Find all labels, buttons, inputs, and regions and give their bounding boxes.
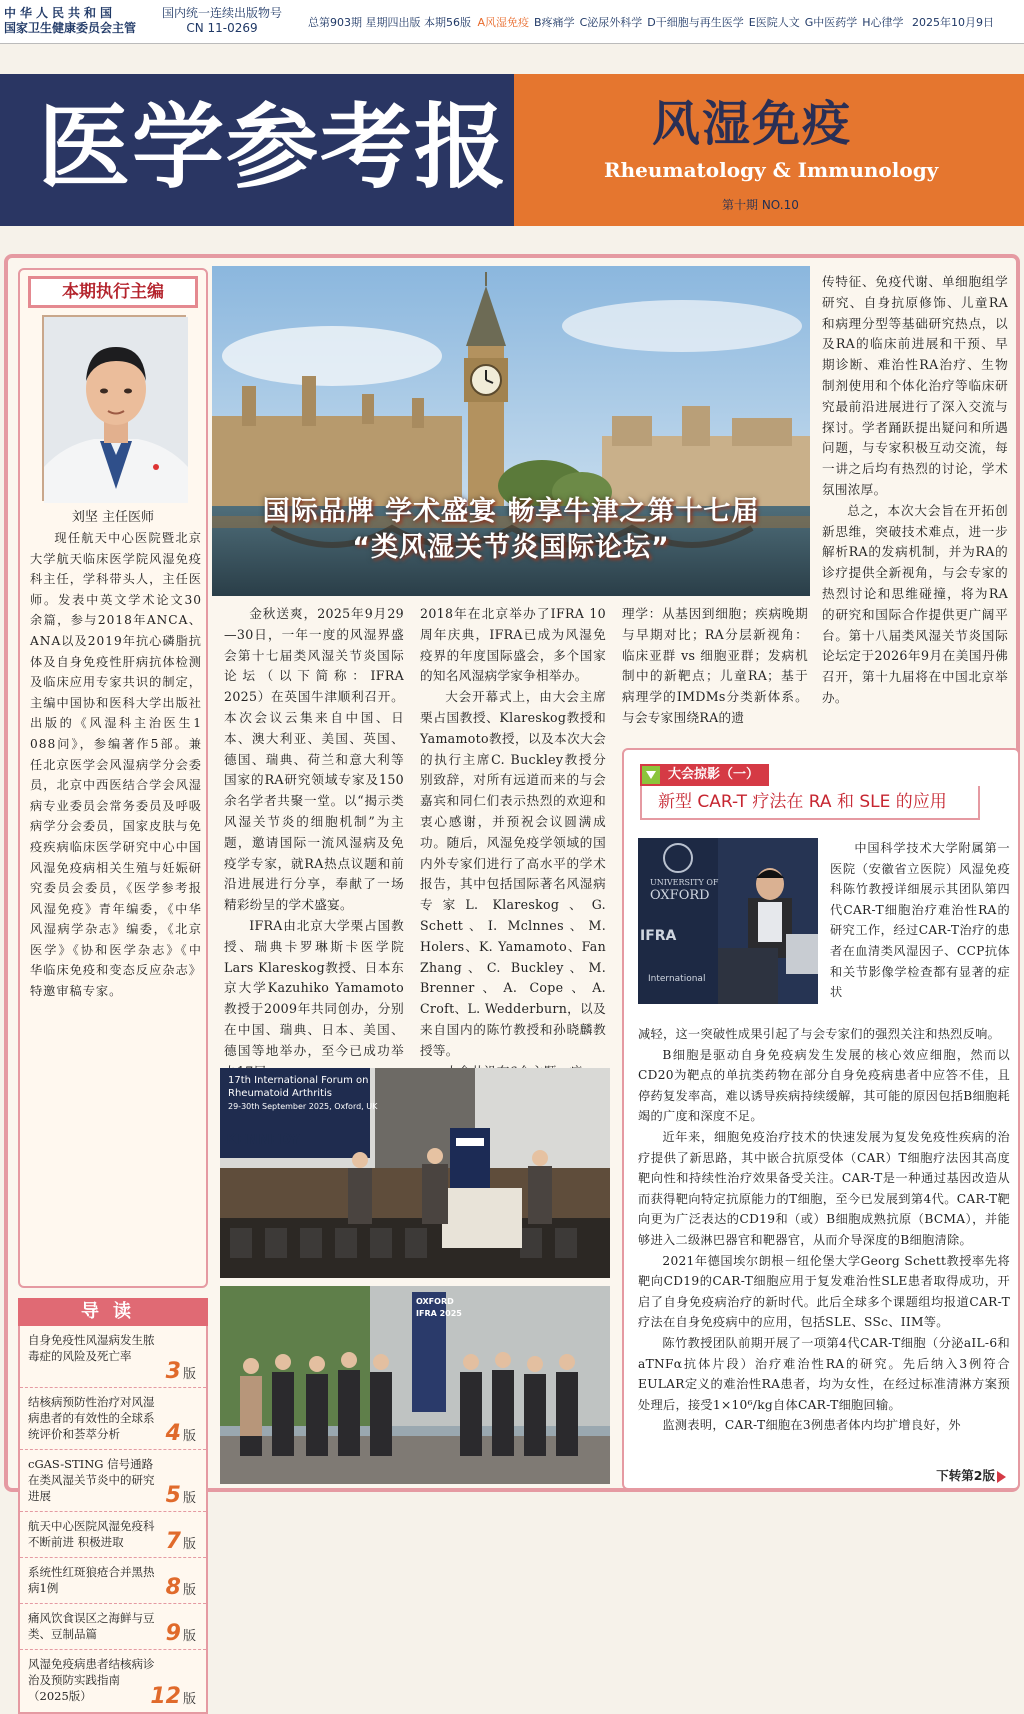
- article-paragraph: 陈竹教授团队前期开展了一项第4代CAR-T细胞（分泌aIL-6和aTNFα抗体片段）治疗难治性RA的研究。先后纳入3例符合EULAR定义的难治性RA患者，均为女性，在经过标准清淋方案预处理后，接受1×10⁶/kg自体CAR-T细胞回输。: [638, 1335, 1010, 1412]
- car-t-article-box: [622, 748, 1020, 1490]
- article-paragraph: 大会开幕式上，由大会主席栗占国教授、Klareskog教授和Yamamoto教授，以及本次大会的执行主席C. Buckley教授分别致辞，对所有远道而来的与会嘉宾和同仁们表示热烈的欢迎和衷心感谢，并预祝会议圆满成功。随后，风湿免疫学领域的国内外专家们进行了高水平的学术报告，其中包括国际著名风湿病专家L. Klareskog、G. Schett、I. Mclnnes、M. Holers、K. Yamamoto、Fan Zhang、C. Buckley、M. Brenner、A. Cope、A. Croft、L. Wedderburn，以及来自国内的陈竹教授和孙晓麟教授等。: [420, 689, 606, 1058]
- publisher-block: [4, 6, 136, 36]
- editor-bio: 现任航天中心医院暨北京大学航天临床医学院风湿免疫科主任，学科带头人，主任医师。发表中英文学术论文30余篇，参与2018年ANCA、ANA以及2019年抗心磷脂抗体及自身免疫性肝病抗体检测及临床应用专家共识的制定，主编中国协和医科大学出版社出版的《风湿科主治医生1 088问》，参编著作5部。兼任北京医学会风湿病学分会委员，北京中西医结合学会风湿病专业委员会常务委员及呼吸病学分会委员，国家皮肤与免疫疾病临床医学研究中心中国风湿免疫病相关生殖与妊娠研究委员会委员，《医学参考报风湿免疫》青年编委，《中华风湿病学杂志》编委，《北京医学》《协和医学杂志》《中华临床免疫和变态反应杂志》特邀审稿专家。: [30, 531, 202, 999]
- guide-item[interactable]: [20, 1450, 206, 1512]
- guide-item[interactable]: [20, 1558, 206, 1604]
- ifra-backdrop-text: IFRA: [640, 928, 677, 944]
- article-paragraph: 2018年在北京举办了IFRA 10周年庆典，IFRA已成为风湿免疫界的年度国际盛会，多个国家的知名风湿病学家争相举办。: [420, 606, 606, 684]
- masthead-right-panel: [514, 74, 1024, 226]
- article-paragraph: 减轻，这一突破性成果引起了与会专家们的强烈关注和热烈反响。: [638, 1027, 1001, 1041]
- serial-line1: 国内统一连续出版物号: [162, 6, 283, 20]
- issue-number: 第十期 NO.10: [722, 198, 799, 212]
- section-link-e[interactable]: E医院人文: [748, 16, 800, 29]
- article-paragraph: 传特征、免疫代谢、单细胞组学研究、自身抗原修饰、儿童RA和病理分型等基础研究热点，以及RA的临床前进展和干预、早期诊断、难治性RA治疗、生物制剂使用和个体化治疗等临床研究最前沿进展进行了深入交流与探讨。学者踊跃提出疑问和所遇问题，与专家积极互动交流，每一讲之后均有热烈的讨论，学术氛围浓厚。: [822, 274, 1008, 497]
- guide-item-text: 自身免疫性风湿病发生脓毒症的风险及死亡率: [28, 1333, 155, 1363]
- top-info-strip: [0, 0, 1024, 44]
- article-paragraph: 总之，本次大会旨在开拓创新思维，突破技术难点，进一步解析RA的发病机制，并为RA的诊疗提供全新视角，与会专家的热烈讨论和思维碰撞，将为RA的研究和国际合作提供更广阔平台。第十八届类风湿关节炎国际论坛定于2026年9月在美国丹佛召开，第十九届将在中国北京举办。: [822, 502, 1008, 705]
- article-column-2: [420, 604, 606, 1082]
- editor-portrait: [42, 315, 186, 501]
- guide-item-page: 5 版: [165, 1483, 196, 1508]
- article-paragraph: B细胞是驱动自身免疫病发生发展的核心效应细胞，然而以CD20为靶点的单抗类药物在部分自身免疫病患者中应答不佳，且停药复发率高，难以诱导疾病持续缓解，其可能的原因包括B细胞耗竭的广度和深度不足。: [638, 1047, 1010, 1124]
- guide-item-page: 7 版: [165, 1529, 196, 1554]
- section-link-h[interactable]: H心律学: [862, 16, 904, 29]
- guide-item-text: 系统性红斑狼疮合并黑热病1例: [28, 1565, 155, 1595]
- conference-stage-photo: [220, 1068, 610, 1278]
- guide-box: [18, 1298, 208, 1709]
- hero-headline-line1: 国际品牌 学术盛宴 畅享牛津之第十七届: [262, 496, 760, 527]
- serial-line2: CN 11-0269: [186, 21, 258, 35]
- ifra-banner: OXFORD IFRA 2025: [416, 1297, 462, 1318]
- car-t-article-title: 新型 CAR-T 疗法在 RA 和 SLE 的应用: [640, 786, 980, 820]
- section-link-a[interactable]: A风湿免疫: [477, 16, 530, 29]
- guide-item-page: 4 版: [165, 1421, 196, 1446]
- article-paragraph: 2021年德国埃尔朗根－纽伦堡大学Georg Schett教授率先将靶向CD19的CAR-T细胞应用于复发难治性SLE患者取得成功，开启了自身免疫病治疗的新时代。此后全球多个课题组均报道CAR-T疗法在自身免疫病中的应用，包括SLE、SSc、IIM等。: [638, 1253, 1010, 1330]
- guide-item-text: 痛风饮食误区之海鲜与豆类、豆制品篇: [28, 1611, 155, 1641]
- executive-editor-box: [18, 268, 208, 1288]
- guide-item-text: 结核病预防性治疗对风湿病患者的有效性的全球系统评价和荟萃分析: [28, 1395, 155, 1441]
- guide-item[interactable]: [20, 1604, 206, 1650]
- front-page-frame: [4, 254, 1020, 1709]
- guide-list: [18, 1326, 208, 1714]
- guide-item-page: 8 版: [165, 1575, 196, 1600]
- slide-text: 17th International Forum on Rheumatoid Arthritis 29-30th September 2025, Oxford, UK: [228, 1075, 378, 1111]
- guide-heading: 导读: [18, 1298, 208, 1326]
- section-link-c[interactable]: C泌尿外科学: [579, 16, 643, 29]
- hero-headline: [212, 494, 810, 566]
- publisher-line2: 国家卫生健康委员会主管: [4, 21, 137, 35]
- oxford-logo-text: UNIVERSITY OF OXFORD: [650, 878, 719, 903]
- newspaper-title: 医学参考报: [38, 93, 509, 201]
- article-paragraph: 近年来，细胞免疫治疗技术的快速发展为复发免疫性疾病的治疗提供了新思路，其中嵌合抗原受体（CAR）T细胞疗法因其高度靶向性和持续性治疗效果备受关注。CAR-T是一种通过基因改造从而获得靶向特定抗原能力的T细胞，至今已发展到第4代。CAR-T靶向更为广泛表达的CD19和（或）B细胞成熟抗原（BCMA），并能够进入二级淋巴器官和靶器官，从而介导深度的B细胞清除。: [638, 1129, 1010, 1247]
- editor-name: 刘坚 主任医师: [71, 510, 155, 525]
- publisher-line1: 中华人民共和国: [4, 6, 117, 20]
- arrow-right-icon: [997, 1471, 1006, 1483]
- issue-info: 总第903期 星期四出版 本期56版: [308, 16, 471, 29]
- issue-date: 2025年10月9日: [912, 16, 995, 29]
- article-paragraph: 理学：从基因到细胞；疾病晚期与早期对比；RA分层新视角：临床亚群 vs 细胞亚群；发病机制中的新靶点；儿童RA；基于病理学的IMDMs分类新体系。与会专家围绕RA的遗: [622, 606, 808, 725]
- guide-item[interactable]: [20, 1326, 206, 1388]
- guide-item-page: 12 版: [150, 1684, 196, 1709]
- guide-item[interactable]: [20, 1388, 206, 1450]
- section-link-d[interactable]: D干细胞与再生医学: [647, 16, 744, 29]
- guide-item-page: 3 版: [165, 1359, 196, 1384]
- group-photo-image: [220, 1286, 610, 1484]
- conference-snapshot-tag: 大会掠影（一）: [640, 764, 769, 786]
- car-t-body: [638, 1024, 1010, 1436]
- section-link-b[interactable]: B疼痛学: [534, 16, 575, 29]
- guide-item-text: cGAS-STING 信号通路在类风湿关节炎中的研究进展: [28, 1457, 155, 1503]
- speaker-photo: [638, 838, 818, 1004]
- article-column-3: [622, 604, 808, 729]
- group-photo: [220, 1286, 610, 1484]
- serial-block: [162, 6, 282, 36]
- editor-portrait-image: [44, 317, 188, 503]
- car-t-wrap-paragraph: 中国科学技术大学附属第一医院（安徽省立医院）风湿免疫科陈竹教授详细展示其团队第四代CAR-T细胞治疗难治性RA的研究工作，经过CAR-T治疗的患者在血清类风湿因子、CCP抗体和关节影像学检查都有显著的症状: [830, 841, 1010, 1000]
- backdrop-small-text: International: [648, 974, 706, 984]
- section-title: 风湿免疫: [652, 96, 853, 152]
- hero-headline-line2: “类风湿关节炎国际论坛”: [352, 532, 670, 563]
- article-paragraph: 金秋送爽，2025年9月29—30日，一年一度的风湿界盛会第十七届类风湿关节炎国际论坛（以下简称：IFRA 2025）在英国牛津顺利召开。本次会议云集来自中国、日本、澳大利亚、美国、英国、德国、瑞典、荷兰和意大利等国家的RA研究领域专家及150余名学者共聚一堂。以“揭示类风湿关节炎的细胞机制”为主题，邀请国际一流风湿病及免疫学专家，就RA热点议题和前沿进展进行分享，奉献了一场精彩纷呈的学术盛宴。: [224, 606, 404, 913]
- guide-item-text: 风湿免疫病患者结核病诊治及预防实践指南（2025版）: [28, 1657, 155, 1703]
- article-paragraph: IFRA由北京大学栗占国教授、瑞典卡罗琳斯卡医学院Lars Klareskog教授、日本东京大学Kazuhiko Yamamoto教授于2009年共同创办，分别在中国、瑞典、日本、美国、德国等地举办，至今已成功举: [224, 917, 404, 1058]
- article-paragraph: 监测表明，CAR-T细胞在3例患者体内均扩增良好，外: [662, 1418, 961, 1433]
- guide-item-text: 航天中心医院风湿免疫科不断前进 积极进取: [28, 1519, 155, 1549]
- executive-editor-heading: 本期执行主编: [28, 276, 198, 308]
- room-sign: KENNEDY: [226, 1132, 301, 1148]
- article-column-1: [224, 604, 404, 1082]
- guide-item[interactable]: [20, 1650, 206, 1712]
- hero-image-big-ben: [212, 266, 810, 596]
- continued-on-page-link[interactable]: 下转第2版: [936, 1466, 1006, 1484]
- article-column-4: [822, 272, 1008, 709]
- section-link-g[interactable]: G中医药学: [804, 16, 858, 29]
- guide-item[interactable]: [20, 1512, 206, 1558]
- triangle-bullet-icon: [642, 766, 660, 784]
- guide-item-page: 9 版: [165, 1621, 196, 1646]
- issue-and-sections: [308, 14, 997, 30]
- section-title-english: Rheumatology & Immunology: [604, 158, 939, 182]
- masthead: [0, 74, 1024, 226]
- masthead-left-panel: [0, 74, 514, 226]
